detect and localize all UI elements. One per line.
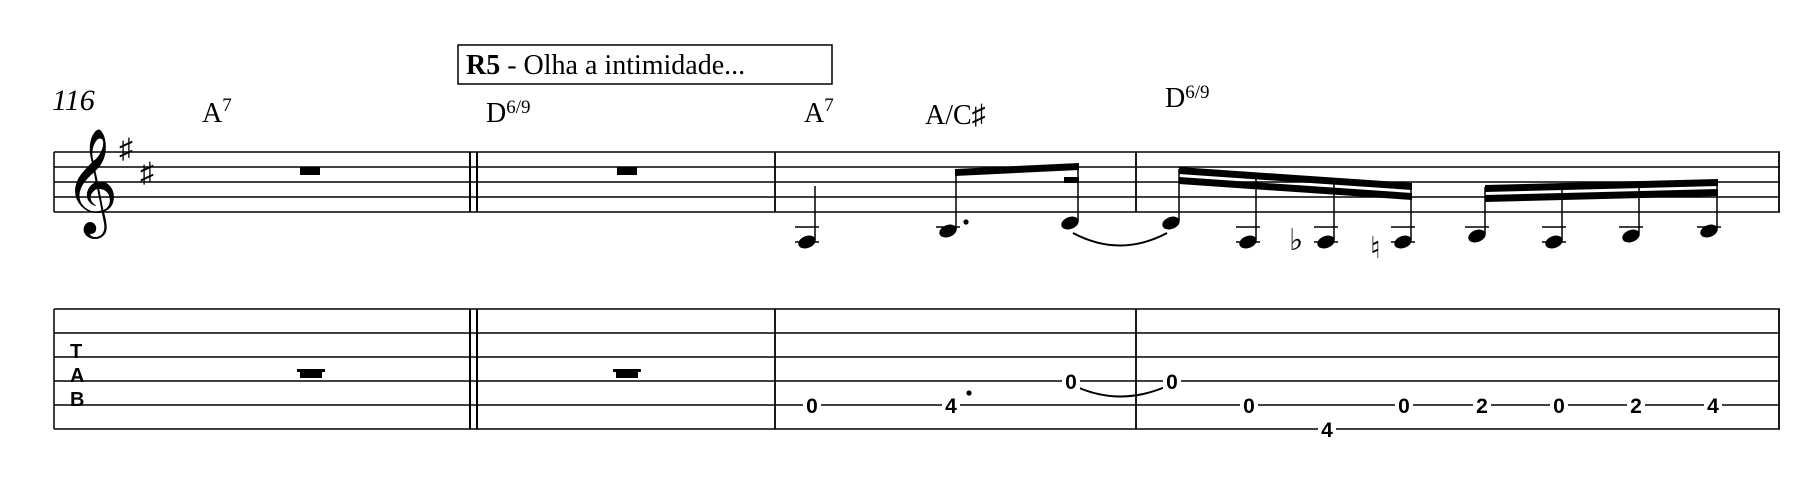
whole-rest bbox=[300, 167, 320, 175]
tab-dot bbox=[966, 390, 971, 395]
barlines bbox=[54, 152, 1779, 429]
tab-fret-number: 4 bbox=[1321, 419, 1333, 442]
tab-clef-letter: T bbox=[70, 341, 83, 363]
tab-rest bbox=[613, 369, 641, 378]
rehearsal-text: - Olha a intimidade... bbox=[500, 50, 746, 81]
rehearsal-label: R5 bbox=[466, 50, 501, 81]
tie-slur bbox=[1073, 233, 1167, 246]
flat-icon: ♭ bbox=[1289, 224, 1304, 257]
tab-fret-number: 0 bbox=[1553, 395, 1565, 418]
note-a3 bbox=[795, 186, 819, 251]
tab-fret-number: 4 bbox=[1707, 395, 1719, 418]
tab-fret-number: 2 bbox=[1476, 395, 1488, 418]
tab-clef-letter: B bbox=[70, 389, 85, 411]
beam-group bbox=[955, 163, 1079, 183]
tab-fret-number: 0 bbox=[806, 395, 818, 418]
tab-fret-number: 0 bbox=[1243, 395, 1255, 418]
sharp-icon: ♯ bbox=[119, 134, 133, 165]
chord-symbol: $A^7$ bbox=[804, 95, 834, 129]
tab-fret-number: 4 bbox=[945, 395, 957, 418]
natural-icon: ♮ bbox=[1370, 232, 1381, 265]
sharp-icon: ♯ bbox=[140, 158, 154, 189]
tab-fret-number: 0 bbox=[1065, 371, 1077, 394]
note-d4 bbox=[1160, 169, 1181, 232]
chord-symbol: A/C♯ bbox=[925, 100, 986, 131]
tab-fret-number: 0 bbox=[1166, 371, 1178, 394]
treble-clef-icon: 𝄞 bbox=[64, 130, 119, 232]
notation-staff bbox=[54, 152, 1780, 212]
tab-clef-letter: A bbox=[70, 365, 85, 387]
rehearsal-mark bbox=[466, 50, 745, 81]
note-d4 bbox=[1059, 166, 1080, 232]
chord-symbol: $A^7$ bbox=[202, 95, 232, 129]
chord-symbol: $D^{6/9}$ bbox=[1165, 82, 1210, 114]
tab-fret-number: 2 bbox=[1630, 395, 1642, 418]
tab-tie bbox=[1077, 387, 1165, 397]
tab-fret-number: 0 bbox=[1398, 395, 1410, 418]
whole-rest bbox=[617, 167, 637, 175]
tab-rest bbox=[297, 369, 325, 378]
beam-group bbox=[1179, 167, 1412, 200]
measure-number: 116 bbox=[52, 84, 95, 117]
chord-symbol: $D^{6/9}$ bbox=[486, 97, 531, 129]
